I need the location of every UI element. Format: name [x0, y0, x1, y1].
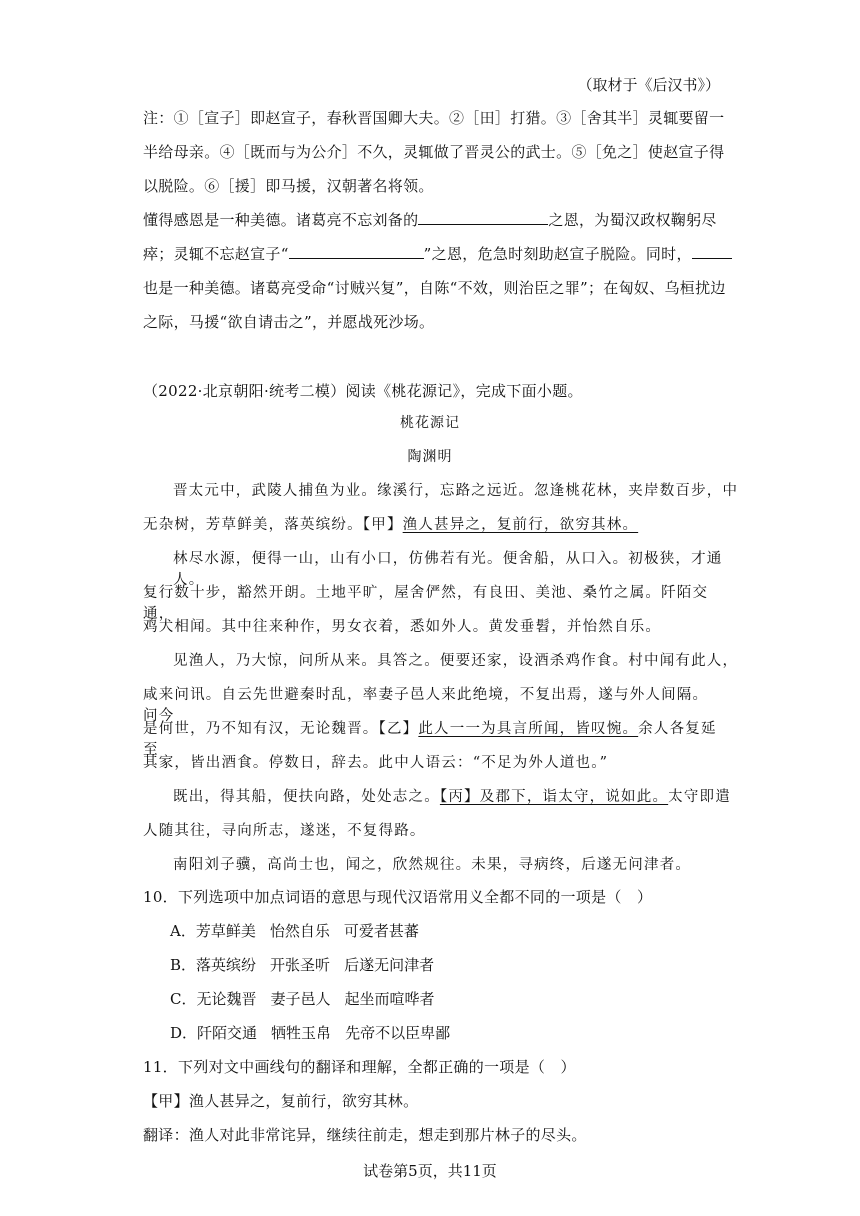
question-10-option-d[interactable]: [170, 1022, 464, 1043]
notes-line-1: 注：①［宣子］即赵宣子，春秋晋国卿大夫。②［田］打猎。③［舍其半］灵辄要留一: [143, 109, 725, 127]
option-phrase: 阡陌交通: [197, 1024, 258, 1042]
option-phrase: 开张圣听: [270, 956, 331, 974]
question-10-option-c[interactable]: [170, 988, 449, 1009]
essay-p2-line2: 复行数十步，豁然开朗。土地平旷，屋舍俨然，有良田、美池、桑竹之属。阡陌交通，: [143, 585, 709, 622]
page-footer: 试卷第5页，共11页: [363, 1162, 497, 1180]
fill-text: 瘁；灵辄不忘赵宣子“: [143, 245, 289, 263]
essay-p2-line1: 林尽水源，便得一山，山有小口，仿佛若有光。便舍船，从口入。初极狭，才通人。: [173, 551, 723, 588]
essay-p3-line4: 其家，皆出酒食。停数日，辞去。此中人语云：“不足为外人道也。”: [143, 755, 609, 771]
option-phrase: 牺牲玉帛: [271, 1024, 332, 1042]
source-note: （取材于《后汉书》）: [577, 76, 720, 94]
fill-line-2: [143, 243, 732, 264]
option-label: C．: [170, 990, 197, 1008]
essay-text: 是何世，乃不知有汉，无论魏晋。【乙】: [143, 721, 419, 737]
question-10-option-b[interactable]: [170, 954, 448, 975]
option-phrase: 落英缤纷: [196, 956, 257, 974]
option-phrase: 芳草鲜美: [195, 922, 256, 940]
underlined-sentence-yi: 此人一一为具言所闻，皆叹惋。: [418, 721, 639, 737]
fill-line-4: 之际，马援“欲自请击之”，并愿战死沙场。: [143, 313, 435, 331]
question-11-translation: 翻译：渔人对此非常诧异，继续往前走，想走到那片林子的尽头。: [143, 1126, 587, 1144]
essay-title: 桃花源记: [400, 415, 460, 431]
answer-blank-3[interactable]: [692, 244, 732, 259]
option-phrase: 可爱者甚蕃: [343, 922, 419, 940]
essay-p3-line1: 见渔人，乃大惊，问所从来。具答之。便要还家，设酒杀鸡作食。村中闻有此人，: [173, 653, 739, 669]
essay-p3-line2: 咸来问讯。自云先世避秦时乱，率妻子邑人来此绝境，不复出焉，遂与外人间隔。问今: [143, 687, 709, 724]
essay-p4-line2: 人随其往，寻向所志，遂迷，不复得路。: [143, 823, 426, 839]
essay-p2-line3: 鸡犬相闻。其中往来种作，男女衣着，悉如外人。黄发垂髫，并怡然自乐。: [143, 619, 662, 635]
option-phrase: 妻子邑人: [270, 990, 331, 1008]
essay-text: 太守即遣: [668, 789, 731, 805]
option-phrase: 后遂无问津者: [344, 956, 435, 974]
option-label: B．: [170, 956, 197, 974]
essay-text: 无杂树，芳草鲜美，落英缤纷。【甲】: [143, 517, 403, 533]
essay-p4-line1: [173, 785, 751, 806]
essay-p1-line1: 晋太元中，武陵人捕鱼为业。缘溪行，忘路之远近。忽逢桃花林，夹岸数百步，中: [173, 483, 739, 499]
essay-text: 既出，得其船，便扶向路，处处志之。: [173, 789, 440, 805]
option-phrase: 先帝不以臣卑鄙: [345, 1024, 451, 1042]
fill-text: 之恩，为蜀汉政权鞠躬尽: [548, 211, 717, 229]
question-11-jia: 【甲】渔人甚异之，复前行，欲穷其林。: [143, 1092, 419, 1110]
option-phrase: 怡然自乐: [269, 922, 330, 940]
notes-line-3: 以脱险。⑥［援］即马援，汉朝著名将领。: [143, 177, 434, 195]
question-10-stem: 10．下列选项中加点词语的意思与现代汉语常用义全都不同的一项是（ ）: [143, 888, 653, 906]
fill-text: 懂得感恩是一种美德。诸葛亮不忘刘备的: [143, 211, 419, 229]
section-intro: （2022·北京朝阳·统考二模）阅读《桃花源记》，完成下面小题。: [143, 382, 583, 400]
answer-blank-1[interactable]: [418, 210, 548, 225]
fill-line-3: 也是一种美德。诸葛亮受命“讨贼兴复”，自陈“不效，则治臣之罪”；在匈奴、乌桓扰边: [143, 279, 726, 297]
essay-author: 陶渊明: [407, 449, 453, 465]
essay-p1-line2: [143, 513, 721, 534]
fill-line-1: [143, 209, 717, 230]
notes-line-2: 半给母亲。④［既而与为公介］不久，灵辄做了晋灵公的武士。⑤［免之］使赵宣子得: [143, 143, 725, 161]
question-10-option-a[interactable]: [170, 920, 433, 941]
essay-p5-line1: 南阳刘子骥，高尚士也，闻之，欣然规往。未果，寻病终，后遂无问津者。: [173, 857, 692, 873]
underlined-sentence-jia: 渔人甚异之，复前行，欲穷其林。: [402, 517, 639, 533]
essay-text: 余人各复延至: [143, 721, 717, 758]
option-phrase: 无论魏晋: [196, 990, 257, 1008]
question-11-stem: 11．下列对文中画线句的翻译和理解，全都正确的一项是（ ）: [143, 1058, 576, 1076]
fill-text: ”之恩，危急时刻助赵宣子脱险。同时，: [423, 245, 692, 263]
answer-blank-2[interactable]: [289, 244, 424, 259]
underlined-sentence-bing: 【丙】及郡下，诣太守，说如此。: [439, 789, 669, 805]
option-phrase: 起坐而喧哗者: [344, 990, 435, 1008]
option-label: A．: [170, 922, 196, 940]
option-label: D．: [170, 1024, 198, 1042]
